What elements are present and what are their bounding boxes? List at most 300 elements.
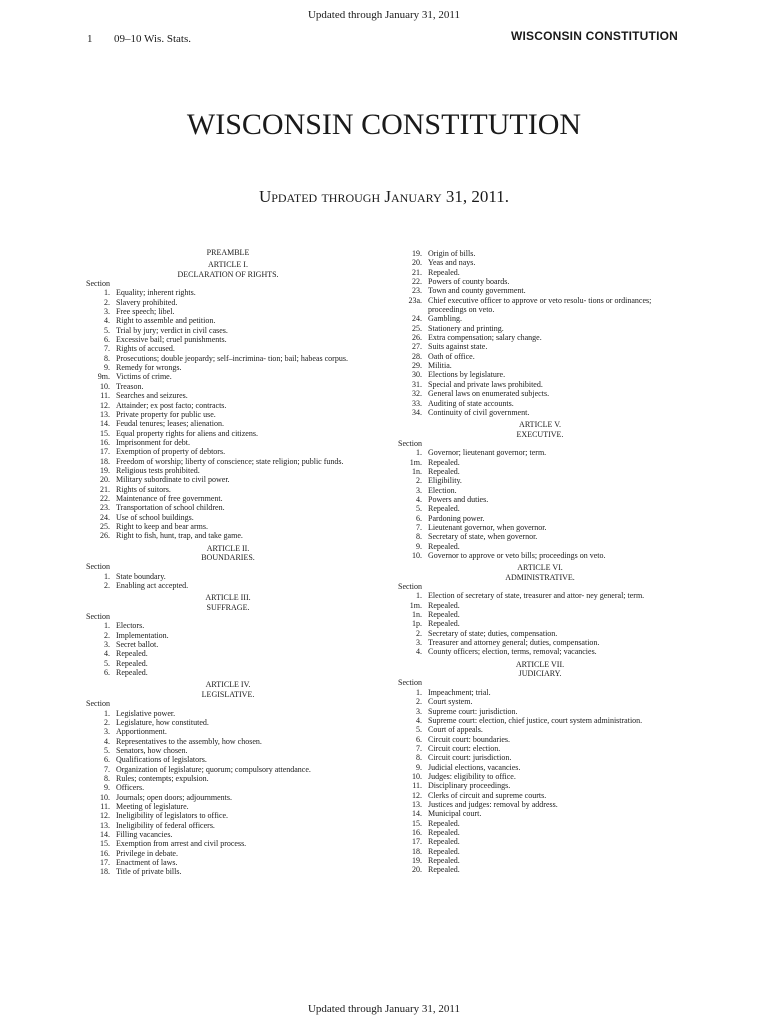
section-title: Town and county government. — [428, 286, 526, 296]
toc-entry — [398, 389, 682, 398]
toc-entry — [398, 296, 682, 315]
section-number: 1m. — [409, 457, 422, 467]
section-title: Governor; lieutenant governor; term. — [428, 448, 547, 458]
toc-entry — [398, 495, 682, 504]
section-title: Secretary of state, when governor. — [428, 532, 538, 542]
toc-entry — [86, 802, 370, 811]
section-number: 1p. — [412, 619, 422, 629]
toc-entry — [398, 277, 682, 286]
toc-entry — [398, 601, 682, 610]
section-title: Exemption of property of debtors. — [116, 447, 226, 457]
section-number: 5. — [416, 504, 422, 514]
section-number: 8. — [104, 773, 110, 783]
section-number: 19. — [412, 856, 422, 865]
toc-entry — [398, 697, 682, 706]
toc-entry — [398, 542, 682, 551]
section-title: Maintenance of free government. — [116, 493, 223, 503]
section-number: 6. — [416, 734, 422, 744]
toc-entry — [86, 830, 370, 839]
section-number: 3. — [104, 307, 110, 317]
section-number: 9. — [104, 363, 110, 373]
section-title: Repealed. — [428, 504, 460, 514]
section-title: Circuit court: jurisdiction. — [428, 753, 512, 763]
toc-entry — [398, 504, 682, 513]
section-number: 28. — [412, 351, 422, 361]
article-heading: DECLARATION OF RIGHTS. — [177, 269, 279, 279]
section-number: 1n. — [412, 466, 422, 476]
section-title: Rights of accused. — [116, 344, 175, 354]
toc-entry — [398, 707, 682, 716]
section-number: 9m. — [97, 372, 110, 382]
article-number: ARTICLE VI. — [517, 563, 563, 573]
section-title: Repealed. — [116, 658, 148, 668]
section-number: 1. — [416, 687, 422, 697]
section-title: Right to keep and bear arms. — [116, 521, 208, 531]
section-title: Election of secretary of state, treasurer and attor- ney general; term. — [428, 591, 645, 601]
section-number: 18. — [100, 867, 110, 877]
section-number: 2. — [104, 581, 110, 591]
section-title: Gambling. — [428, 314, 462, 324]
toc-entry — [86, 363, 370, 372]
toc-entry — [398, 638, 682, 647]
section-number: 6. — [416, 513, 422, 523]
toc-entry — [398, 819, 682, 828]
section-number: 9. — [416, 762, 422, 772]
section-title: Circuit court: boundaries. — [428, 734, 510, 744]
stats-label: 09–10 Wis. Stats. — [114, 33, 191, 45]
section-title: Repealed. — [116, 668, 148, 678]
section-number: 1. — [104, 708, 110, 718]
page-number: 1 — [87, 33, 93, 45]
section-number: 24. — [412, 314, 422, 324]
section-number: 4. — [416, 715, 422, 725]
section-title: Repealed. — [428, 267, 460, 277]
section-number: 1. — [416, 448, 422, 458]
section-title: Repealed. — [428, 457, 460, 467]
section-number: 15. — [412, 818, 422, 828]
toc-entry — [86, 503, 370, 512]
section-label: Section — [86, 562, 110, 572]
section-number: 13. — [100, 409, 110, 419]
section-title: Repealed. — [428, 846, 460, 856]
section-number: 16. — [412, 827, 422, 837]
section-title: Yeas and nays. — [428, 258, 476, 268]
section-title: Excessive bail; cruel punishments. — [116, 335, 227, 345]
section-number: 7. — [104, 344, 110, 354]
section-number: 8. — [416, 532, 422, 542]
section-title: Repealed. — [428, 818, 460, 828]
section-number: 6. — [104, 755, 110, 765]
section-title: Municipal court. — [428, 809, 482, 819]
section-number: 5. — [104, 658, 110, 668]
toc-entry — [398, 352, 682, 361]
section-title: Disciplinary proceedings. — [428, 781, 511, 791]
toc-entry — [86, 401, 370, 410]
section-title: Judges: eligibility to office. — [428, 771, 516, 781]
section-number: 33. — [412, 398, 422, 408]
section-title: Slavery prohibited. — [116, 297, 178, 307]
section-title: Military subordinate to civil power. — [116, 475, 230, 485]
section-number: 19. — [100, 465, 110, 475]
section-title: General laws on enumerated subjects. — [428, 389, 550, 399]
section-number: 2. — [104, 297, 110, 307]
toc-entry — [86, 316, 370, 325]
section-number: 4. — [416, 494, 422, 504]
toc-entry — [86, 344, 370, 353]
toc-entry — [398, 523, 682, 532]
toc-entry — [86, 668, 370, 677]
section-number: 1. — [104, 571, 110, 581]
section-title: Repealed. — [116, 649, 148, 659]
toc-entry — [86, 372, 370, 381]
section-title: Feudal tenures; leases; alienation. — [116, 419, 224, 429]
section-number: 20. — [412, 258, 422, 268]
toc-entry — [398, 716, 682, 725]
section-number: 4. — [104, 736, 110, 746]
section-title: Privilege in debate. — [116, 848, 178, 858]
section-title: Imprisonment for debt. — [116, 437, 190, 447]
section-title: Equality; inherent rights. — [116, 288, 196, 298]
section-number: 4. — [416, 647, 422, 657]
toc-entry — [398, 268, 682, 277]
section-number: 22. — [412, 277, 422, 287]
toc-entry — [86, 765, 370, 774]
toc-entry — [398, 333, 682, 342]
section-label: Section — [398, 438, 422, 448]
section-number: 7. — [416, 522, 422, 532]
toc-entry — [86, 659, 370, 668]
toc-entry — [398, 865, 682, 874]
section-number: 10. — [412, 551, 422, 560]
section-number: 18. — [100, 456, 110, 466]
section-title: Religious tests prohibited. — [116, 465, 200, 475]
toc-entry — [86, 326, 370, 335]
toc-entry — [86, 475, 370, 484]
section-title: Freedom of worship; liberty of conscience; state religion; public funds. — [116, 456, 344, 466]
toc-entry — [86, 839, 370, 848]
toc-entry — [86, 307, 370, 316]
toc-entry — [398, 856, 682, 865]
section-number: 2. — [416, 697, 422, 707]
section-title: Representatives to the assembly, how chosen. — [116, 736, 262, 746]
section-title: Equal property rights for aliens and citizens. — [116, 428, 258, 438]
article-heading: ADMINISTRATIVE. — [505, 572, 575, 582]
section-title: Elections by legislature. — [428, 370, 506, 380]
section-number: 12. — [100, 400, 110, 410]
toc-entry — [398, 610, 682, 619]
section-title: Organization of legislature; quorum; compulsory attendance. — [116, 764, 311, 774]
toc-entry — [86, 709, 370, 718]
section-title: Repealed. — [428, 865, 460, 875]
toc-entry — [86, 419, 370, 428]
section-number: 1. — [416, 591, 422, 601]
section-title: Repealed. — [428, 541, 460, 551]
toc-entry — [398, 591, 682, 600]
toc-entry — [398, 828, 682, 837]
section-title: Lieutenant governor, when governor. — [428, 522, 547, 532]
section-title: County officers; election, terms, removal; vacancies. — [428, 647, 597, 657]
article-number: ARTICLE III. — [205, 593, 251, 603]
toc-entry — [398, 800, 682, 809]
section-number: 13. — [412, 799, 422, 809]
section-title: Repealed. — [428, 466, 460, 476]
toc-entry — [86, 288, 370, 297]
section-title: Officers. — [116, 783, 145, 793]
section-number: 9. — [416, 541, 422, 551]
toc-entry — [398, 476, 682, 485]
section-title: Oath of office. — [428, 351, 475, 361]
section-title: Transportation of school children. — [116, 503, 225, 513]
section-title: Pardoning power. — [428, 513, 485, 523]
section-number: 13. — [100, 820, 110, 830]
toc-entry — [86, 531, 370, 540]
toc-entry — [398, 551, 682, 560]
toc-entry — [86, 849, 370, 858]
section-title: Meeting of legislature. — [116, 801, 189, 811]
section-number: 4. — [104, 316, 110, 326]
section-number: 7. — [416, 743, 422, 753]
section-number: 1. — [104, 288, 110, 298]
section-title: Title of private bills. — [116, 867, 182, 877]
section-title: Stationery and printing. — [428, 323, 504, 333]
toc-entry — [86, 494, 370, 503]
section-title: Private property for public use. — [116, 409, 216, 419]
section-title: Repealed. — [428, 856, 460, 865]
section-title: Treason. — [116, 381, 144, 391]
section-title: Impeachment; trial. — [428, 687, 491, 697]
section-title: Enactment of laws. — [116, 858, 178, 867]
section-label: Section — [86, 699, 110, 709]
toc-entry — [398, 399, 682, 408]
toc-entry — [398, 467, 682, 476]
section-number: 9. — [104, 783, 110, 793]
toc-entry — [398, 380, 682, 389]
section-number: 11. — [412, 781, 422, 791]
section-title: Suits against state. — [428, 342, 488, 352]
toc-entry — [86, 783, 370, 792]
toc-entry — [398, 370, 682, 379]
section-number: 2. — [416, 628, 422, 638]
toc-entry — [86, 737, 370, 746]
section-number: 21. — [100, 484, 110, 494]
section-title: Secretary of state; duties, compensation. — [428, 628, 558, 638]
section-number: 25. — [412, 323, 422, 333]
toc-entry — [86, 774, 370, 783]
toc-entry — [86, 466, 370, 475]
section-number: 2. — [104, 630, 110, 640]
toc-entry — [398, 735, 682, 744]
toc-entry — [398, 629, 682, 638]
section-title: Origin of bills. — [428, 249, 476, 258]
preamble-heading: PREAMBLE — [206, 248, 250, 257]
section-number: 2. — [104, 717, 110, 727]
article-heading: BOUNDARIES. — [201, 553, 255, 562]
section-title: Court of appeals. — [428, 725, 483, 735]
toc-entry — [86, 640, 370, 649]
section-number: 11. — [100, 391, 110, 401]
section-title: Governor to approve or veto bills; proceedings on veto. — [428, 551, 606, 560]
toc-entry — [398, 619, 682, 628]
toc-entry — [398, 448, 682, 457]
toc-entry — [86, 485, 370, 494]
section-title: Use of school buildings. — [116, 512, 194, 522]
article-number: ARTICLE VII. — [515, 659, 565, 669]
toc-entry — [86, 718, 370, 727]
section-number: 4. — [104, 649, 110, 659]
section-number: 15. — [100, 839, 110, 849]
section-title: Repealed. — [428, 827, 460, 837]
section-label: Section — [86, 612, 110, 622]
toc-entry — [398, 458, 682, 467]
section-title: Justices and judges: removal by address. — [428, 799, 558, 809]
toc-entry — [398, 847, 682, 856]
section-title: Eligibility. — [428, 476, 462, 486]
section-title: Senators, how chosen. — [116, 745, 188, 755]
page-header-left — [87, 33, 191, 45]
toc-entry — [86, 581, 370, 590]
toc-entry — [398, 744, 682, 753]
section-title: Extra compensation; salary change. — [428, 333, 542, 343]
section-label: Section — [398, 582, 422, 592]
section-title: Rules; contempts; expulsion. — [116, 773, 209, 783]
section-title: Apportionment. — [116, 727, 167, 737]
section-number: 16. — [100, 437, 110, 447]
section-number: 23a. — [408, 295, 422, 305]
toc-entry — [86, 821, 370, 830]
section-title: Circuit court: election. — [428, 743, 501, 753]
footer-update-note: Updated through January 31, 2011 — [307, 1003, 461, 1015]
section-number: 8. — [416, 753, 422, 763]
article-number: ARTICLE V. — [519, 420, 561, 430]
toc-entry — [398, 361, 682, 370]
toc-entry — [86, 410, 370, 419]
toc-entry — [86, 572, 370, 581]
section-title: Right to fish, hunt, trap, and take game. — [116, 531, 243, 541]
section-number: 14. — [412, 809, 422, 819]
toc-entry — [86, 755, 370, 764]
section-title: Ineligibility of legislators to office. — [116, 811, 229, 821]
toc-entry — [86, 298, 370, 307]
section-number: 24. — [100, 512, 110, 522]
toc-entry — [86, 746, 370, 755]
section-number: 12. — [100, 811, 110, 821]
toc-entry — [86, 727, 370, 736]
section-title: Repealed. — [428, 837, 460, 847]
section-title: State boundary. — [116, 571, 166, 581]
section-number: 3. — [104, 640, 110, 650]
section-title: Right to assemble and petition. — [116, 316, 216, 326]
article-heading: LEGISLATIVE. — [201, 689, 255, 699]
toc-left-sections — [86, 260, 370, 876]
section-title: Repealed. — [428, 619, 460, 629]
section-number: 19. — [412, 249, 422, 258]
section-number: 14. — [100, 419, 110, 429]
section-title: Exemption from arrest and civil process. — [116, 839, 247, 849]
toc-entry — [86, 649, 370, 658]
toc-entry — [398, 791, 682, 800]
toc-entry — [86, 522, 370, 531]
toc-entry — [86, 391, 370, 400]
section-title: Court system. — [428, 697, 473, 707]
section-title: Legislature, how constituted. — [116, 717, 209, 727]
section-title: Powers and duties. — [428, 494, 489, 504]
section-number: 11. — [100, 801, 110, 811]
article-heading: SUFFRAGE. — [206, 602, 250, 612]
toc-entry — [398, 408, 682, 417]
section-title: Rights of suitors. — [116, 484, 171, 494]
toc-entry — [86, 457, 370, 466]
section-title: Trial by jury; verdict in civil cases. — [116, 325, 228, 335]
toc-right-column — [398, 249, 682, 875]
toc-entry — [398, 763, 682, 772]
section-number: 17. — [100, 447, 110, 457]
section-number: 20. — [412, 865, 422, 875]
section-number: 5. — [104, 745, 110, 755]
section-number: 5. — [104, 325, 110, 335]
toc-entry — [398, 286, 682, 295]
toc-entry — [398, 688, 682, 697]
section-title: Election. — [428, 485, 457, 495]
toc-entry — [86, 513, 370, 522]
toc-right-sections — [398, 249, 682, 875]
section-number: 5. — [416, 725, 422, 735]
section-title: Supreme court: jurisdiction. — [428, 706, 518, 716]
section-number: 10. — [100, 792, 110, 802]
section-number: 23. — [100, 503, 110, 513]
section-title: Clerks of circuit and supreme courts. — [428, 790, 547, 800]
section-title: Free speech; libel. — [116, 307, 175, 317]
section-title: Victims of crime. — [116, 372, 172, 382]
section-title: Filling vacancies. — [116, 829, 173, 839]
toc-entry — [398, 324, 682, 333]
section-number: 17. — [412, 837, 422, 847]
toc-entry — [398, 486, 682, 495]
section-number: 10. — [412, 771, 422, 781]
section-number: 1m. — [409, 600, 422, 610]
section-number: 27. — [412, 342, 422, 352]
section-number: 3. — [416, 706, 422, 716]
section-number: 29. — [412, 361, 422, 371]
section-number: 1n. — [412, 610, 422, 620]
toc-entry — [398, 809, 682, 818]
article-number: ARTICLE II. — [206, 543, 250, 553]
toc-entry — [86, 382, 370, 391]
toc-entry — [398, 258, 682, 267]
section-number: 16. — [100, 848, 110, 858]
toc-entry — [86, 447, 370, 456]
section-title: Enabling act accepted. — [116, 581, 189, 591]
toc-entry — [86, 793, 370, 802]
section-title: Prosecutions; double jeopardy; self–incrimina- tion; bail; habeas corpus. — [116, 353, 348, 363]
section-title: Chief executive officer to approve or veto resolu- tions or ordinances; proceedings on veto. — [428, 295, 652, 315]
section-title: Qualifications of legislators. — [116, 755, 207, 765]
toc-entry — [398, 772, 682, 781]
section-title: Auditing of state accounts. — [428, 398, 514, 408]
toc-entry — [86, 811, 370, 820]
toc-entry — [398, 342, 682, 351]
section-title: Secret ballot. — [116, 640, 159, 650]
section-number: 6. — [104, 335, 110, 345]
section-number: 1. — [104, 621, 110, 631]
section-label: Section — [86, 279, 110, 289]
section-title: Electors. — [116, 621, 145, 631]
toc-entry — [86, 429, 370, 438]
section-title: Militia. — [428, 361, 452, 371]
section-title: Powers of county boards. — [428, 277, 510, 287]
section-label: Section — [398, 678, 422, 688]
section-number: 25. — [100, 521, 110, 531]
section-number: 21. — [412, 267, 422, 277]
